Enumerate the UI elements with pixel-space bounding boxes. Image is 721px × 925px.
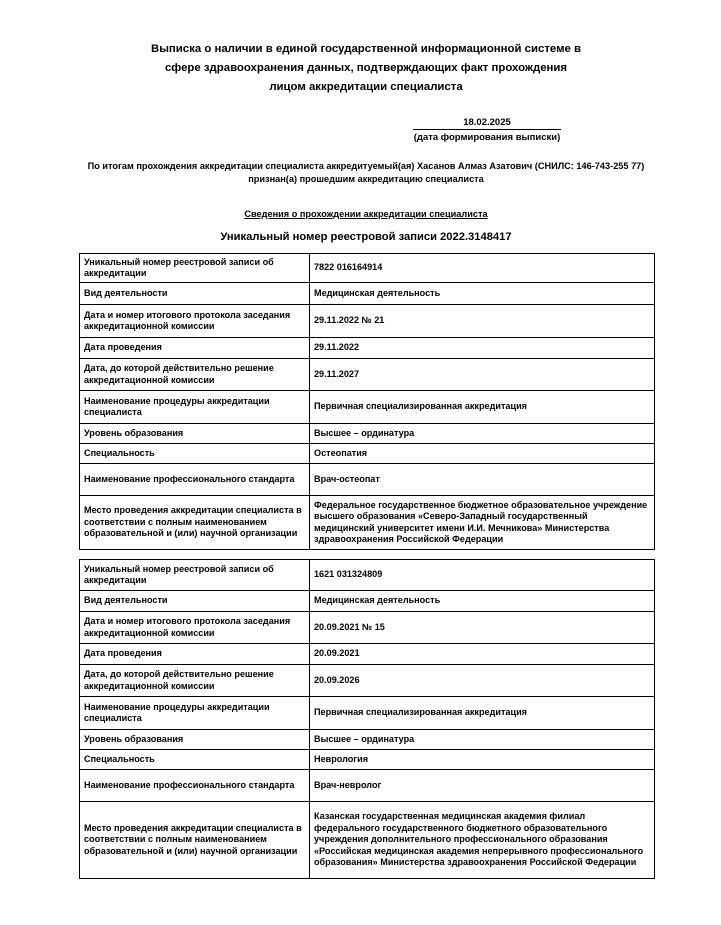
section-heading: Сведения о прохождении аккредитации специалиста <box>244 209 488 219</box>
table-row <box>80 464 655 496</box>
row-label: Наименование процедуры аккредитации специалиста <box>80 391 310 424</box>
table-row <box>80 770 655 802</box>
row-value: Медицинская деятельность <box>310 283 655 305</box>
row-label: Дата и номер итогового протокола заседания аккредитационной комиссии <box>80 305 310 338</box>
row-value: 20.09.2021 <box>310 644 655 665</box>
table-row <box>80 697 655 730</box>
row-label: Наименование профессионального стандарта <box>80 464 310 496</box>
row-label: Уникальный номер реестровой записи об аккредитации <box>80 560 310 591</box>
table-row <box>80 305 655 338</box>
row-value: Медицинская деятельность <box>310 591 655 612</box>
issue-date: 18.02.2025 <box>413 117 561 130</box>
row-value: Высшее – ординатура <box>310 730 655 750</box>
row-label: Место проведения аккредитации специалиста в соответствии с полным наименованием образовательной и (или) научной организации <box>80 802 310 879</box>
row-value: Первичная специализированная аккредитация <box>310 697 655 730</box>
row-value: 7822 016164914 <box>310 254 655 283</box>
row-value: 29.11.2022 <box>310 338 655 359</box>
row-label: Дата, до которой действительно решение аккредитационной комиссии <box>80 359 310 391</box>
accreditation-table-2 <box>79 559 655 879</box>
row-value: 1621 031324809 <box>310 560 655 591</box>
row-label: Специальность <box>80 444 310 464</box>
table-row <box>80 612 655 644</box>
table-row <box>80 750 655 770</box>
row-label: Уровень образования <box>80 424 310 444</box>
table-row <box>80 359 655 391</box>
row-value: Первичная специализированная аккредитация <box>310 391 655 424</box>
intro-paragraph: По итогам прохождения аккредитации специалиста аккредитуемый(ая) Хасанов Алмаз Азатович (СНИЛС: 146-743-255 77) признан(а) прошедшим аккредитацию специалиста <box>87 161 645 184</box>
table-row <box>80 424 655 444</box>
row-label: Дата, до которой действительно решение аккредитационной комиссии <box>80 665 310 697</box>
table-row <box>80 444 655 464</box>
table-row <box>80 496 655 550</box>
table-row <box>80 560 655 591</box>
row-value: Высшее – ординатура <box>310 424 655 444</box>
row-label: Вид деятельности <box>80 283 310 305</box>
table-row <box>80 338 655 359</box>
row-value: 20.09.2026 <box>310 665 655 697</box>
row-label: Наименование процедуры аккредитации специалиста <box>80 697 310 730</box>
table-row <box>80 665 655 697</box>
row-label: Вид деятельности <box>80 591 310 612</box>
row-label: Специальность <box>80 750 310 770</box>
accreditation-table-1 <box>79 253 655 550</box>
row-value: 29.11.2027 <box>310 359 655 391</box>
table-row <box>80 730 655 750</box>
registry-heading: Уникальный номер реестровой записи 2022.3148417 <box>220 231 512 243</box>
row-value: Остеопатия <box>310 444 655 464</box>
row-label: Уровень образования <box>80 730 310 750</box>
row-value: Врач-невролог <box>310 770 655 802</box>
document-title: Выписка о наличии в единой государственной информационной системе в сфере здравоохранения данных, подтверждающих факт прохождения лицом аккредитации специалиста <box>150 43 582 93</box>
row-value: Врач-остеопат <box>310 464 655 496</box>
table-row <box>80 591 655 612</box>
row-value: Неврология <box>310 750 655 770</box>
row-value: Казанская государственная медицинская академия филиал федерального государственного бюджетного образовательного учреждения дополнительного профессионального образования «Российская медицинская академия непрерывного профессионального образования» Министерства здравоохранения Российской Федерации <box>310 802 655 879</box>
row-value: 20.09.2021 № 15 <box>310 612 655 644</box>
row-label: Дата и номер итогового протокола заседания аккредитационной комиссии <box>80 612 310 644</box>
table-row <box>80 644 655 665</box>
row-value: Федеральное государственное бюджетное образовательное учреждение высшего образования «Северо-Западный государственный медицинский университет имени И.И. Мечникова» Министерства здравоохранения Российской Федерации <box>310 496 655 550</box>
row-label: Дата проведения <box>80 644 310 665</box>
row-value: 29.11.2022 № 21 <box>310 305 655 338</box>
row-label: Место проведения аккредитации специалиста в соответствии с полным наименованием образовательной и (или) научной организации <box>80 496 310 550</box>
table-row <box>80 802 655 879</box>
table-row <box>80 391 655 424</box>
table-row <box>80 254 655 283</box>
issue-date-block <box>413 117 561 144</box>
table-row <box>80 283 655 305</box>
row-label: Дата проведения <box>80 338 310 359</box>
row-label: Уникальный номер реестровой записи об аккредитации <box>80 254 310 283</box>
row-label: Наименование профессионального стандарта <box>80 770 310 802</box>
issue-date-caption: (дата формирования выписки) <box>413 132 561 143</box>
